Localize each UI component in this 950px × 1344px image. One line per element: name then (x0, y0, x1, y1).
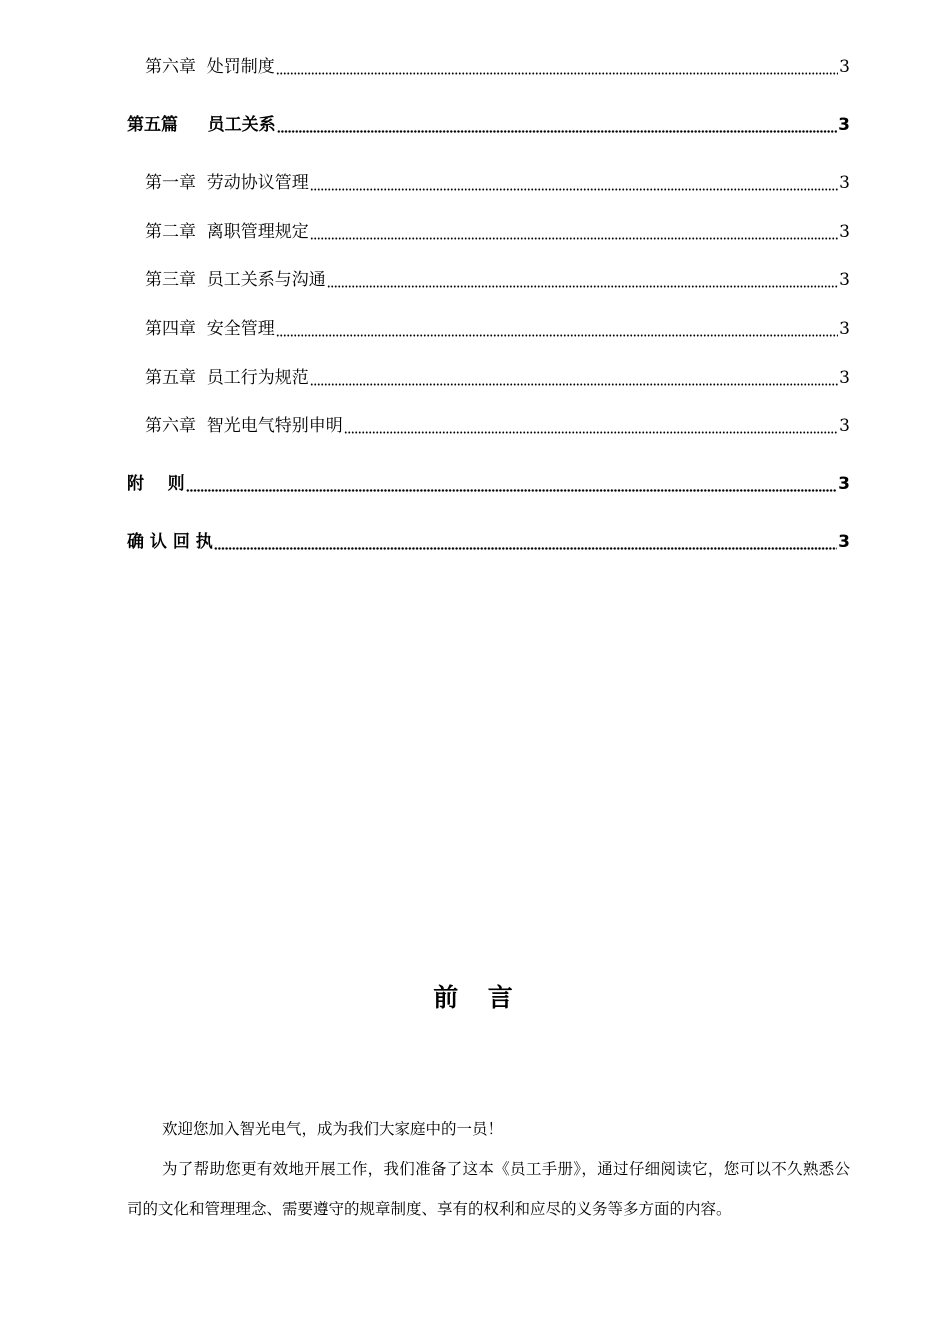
toc-leader-dots (310, 171, 838, 195)
toc-entry-chapter-6-penalties[interactable] (0, 55, 850, 79)
toc-leader-dots (186, 472, 837, 496)
preface-paragraph: 为了帮助您更有效地开展工作，我们准备了这本《员工手册》，通过仔细阅读它，您可以不久熟悉公司的文化和管理理念、需要遵守的规章制度、享有的权利和应尽的义务等多方面的内容。 (127, 1160, 850, 1218)
toc-leader-dots (214, 530, 837, 554)
preface-paragraph: 欢迎您加入智光电气，成为我们大家庭中的一员！ (162, 1120, 504, 1138)
preface-title: 前 言 (433, 983, 517, 1012)
toc-leader-dots (277, 113, 838, 137)
toc-page-number: 3 (838, 115, 850, 135)
toc-leader-dots (276, 55, 838, 79)
toc-entry-label: 确 认 回 执 (127, 532, 213, 552)
toc-leader-dots (327, 268, 838, 292)
toc-entry-label: 第二章 离职管理规定 (145, 222, 309, 242)
toc-entry-label: 第四章 安全管理 (145, 319, 275, 339)
toc-leader-dots (276, 317, 838, 341)
toc-entry-chapter-3-relations-communication[interactable] (0, 268, 850, 292)
toc-entry-chapter-1-labor-agreement[interactable] (0, 171, 850, 195)
toc-leader-dots (310, 220, 838, 244)
toc-leader-dots (310, 366, 838, 390)
toc-page-number: 3 (839, 270, 850, 290)
toc-page-number: 3 (839, 416, 850, 436)
toc-page-number: 3 (839, 319, 850, 339)
toc-entry-chapter-6-special-statement[interactable] (0, 414, 850, 438)
toc-page-number: 3 (839, 57, 850, 77)
toc-entry-acknowledgement-receipt[interactable] (0, 530, 850, 554)
toc-entry-label: 第一章 劳动协议管理 (145, 173, 309, 193)
toc-entry-chapter-2-resignation[interactable] (0, 220, 850, 244)
toc-entry-part-5-employee-relations[interactable] (0, 113, 850, 137)
toc-page-number: 3 (838, 532, 850, 552)
toc-entry-label: 第五篇 员工关系 (127, 115, 276, 135)
toc-entry-label: 附 则 (127, 474, 185, 494)
toc-entry-label: 第六章 智光电气特别申明 (145, 416, 343, 436)
toc-page-number: 3 (838, 474, 850, 494)
toc-entry-label: 第三章 员工关系与沟通 (145, 270, 326, 290)
toc-entry-chapter-4-safety[interactable] (0, 317, 850, 341)
toc-entry-label: 第六章 处罚制度 (145, 57, 275, 77)
toc-page-number: 3 (839, 222, 850, 242)
toc-entry-appendix[interactable] (0, 472, 850, 496)
toc-leader-dots (344, 414, 838, 438)
toc-entry-chapter-5-conduct[interactable] (0, 366, 850, 390)
toc-page-number: 3 (839, 368, 850, 388)
toc-entry-label: 第五章 员工行为规范 (145, 368, 309, 388)
toc-page-number: 3 (839, 173, 850, 193)
